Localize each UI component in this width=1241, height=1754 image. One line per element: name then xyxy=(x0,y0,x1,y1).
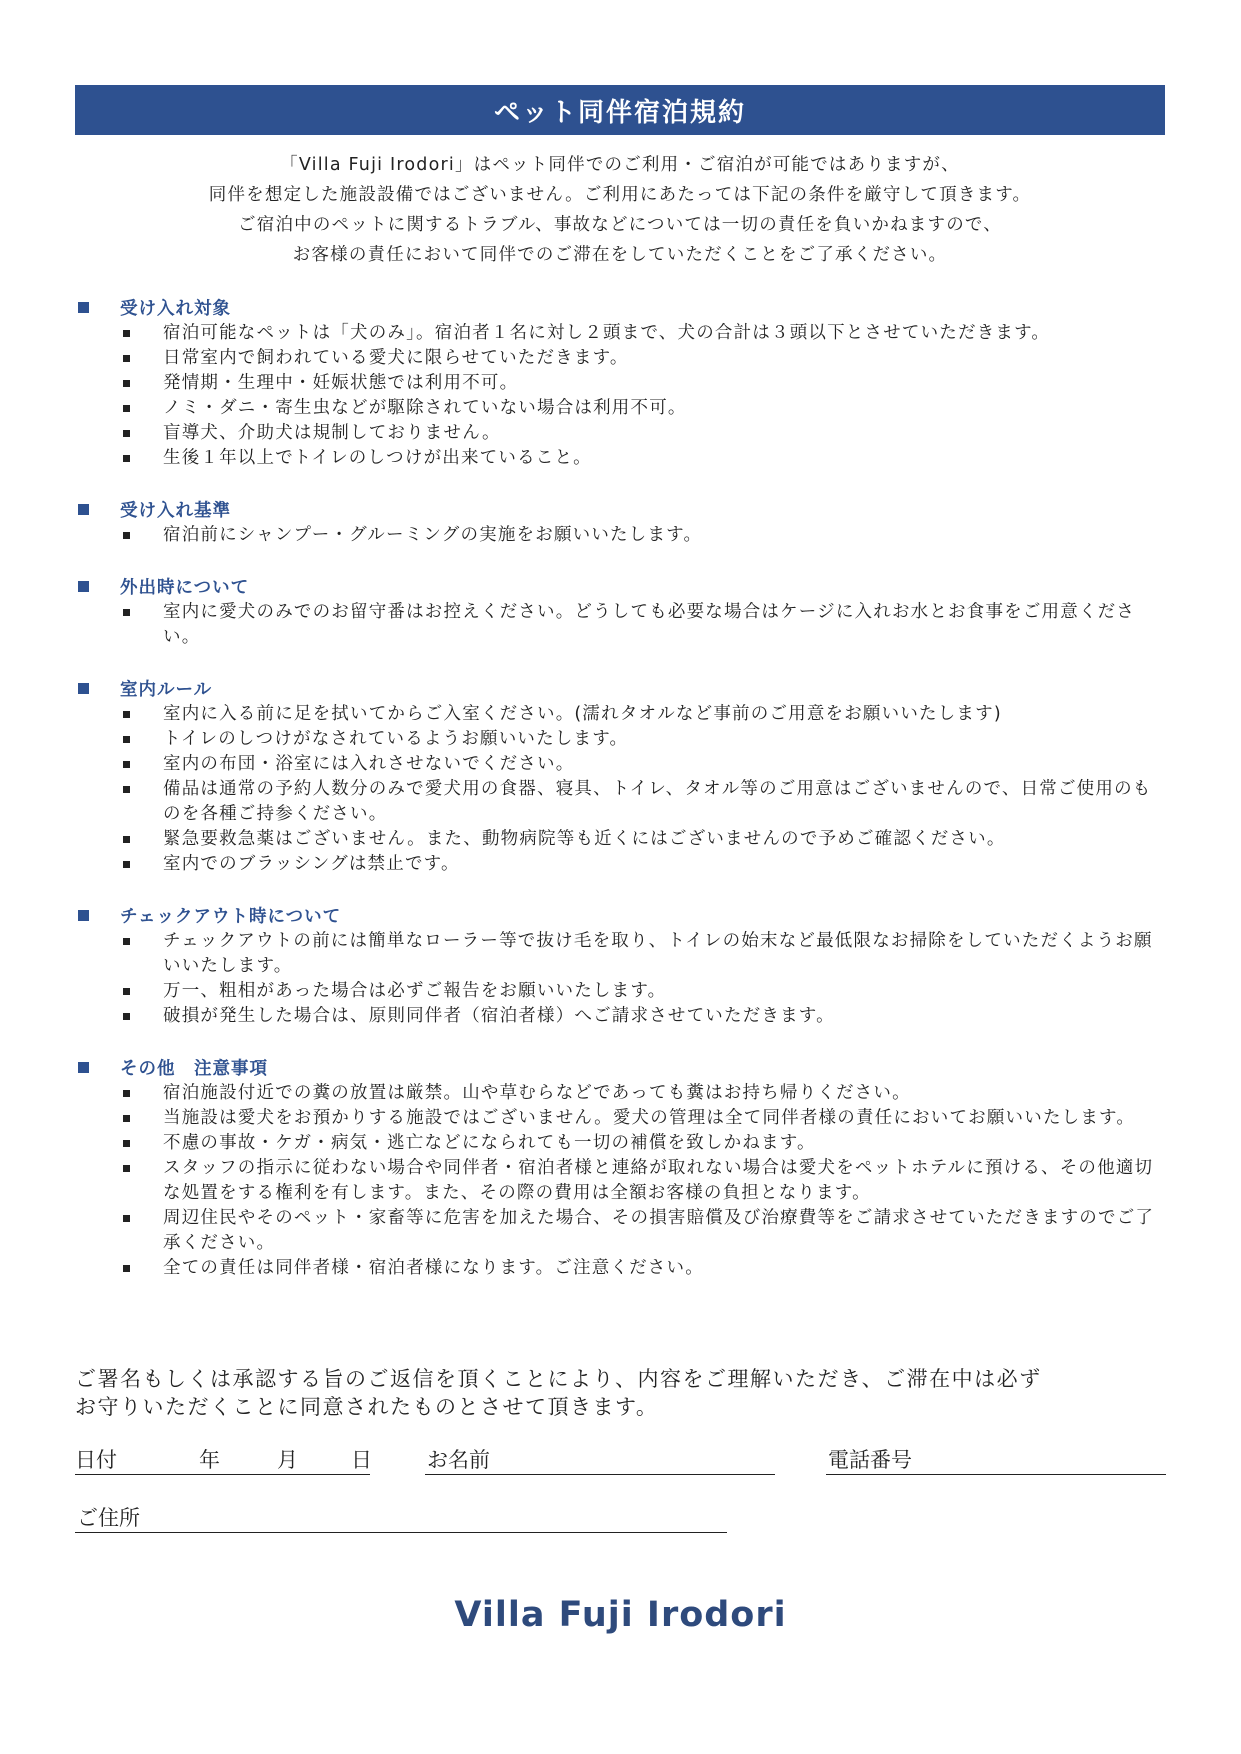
list-item xyxy=(75,1131,1170,1156)
intro-line: 「Villa Fuji Irodori」はペット同伴でのご利用・ご宿泊が可能ではありますが、 xyxy=(280,155,960,175)
bullet-icon xyxy=(123,1265,130,1272)
square-bullet-icon xyxy=(78,581,89,592)
consent-line: お守りいただくことに同意されたものとさせて頂きます。 xyxy=(75,1395,659,1419)
list-item xyxy=(75,929,1170,979)
brand-logo: Villa Fuji Irodori xyxy=(454,1595,787,1635)
rule-section xyxy=(75,572,1170,650)
list-item xyxy=(75,1081,1170,1106)
list-item-text: 室内に愛犬のみでのお留守番はお控えください。どうしても必要な場合はケージに入れお水とお食事をご用意ください。 xyxy=(163,602,1136,647)
day-label: 日 xyxy=(351,1448,372,1472)
bullet-icon xyxy=(123,1215,130,1222)
list-item xyxy=(75,1156,1170,1206)
list-item-text: 備品は通常の予約人数分のみで愛犬用の食器、寝具、トイレ、タオル等のご用意はございませんので、日常ご使用のものを各種ご持参ください。 xyxy=(163,779,1152,824)
list-item-text: 万一、粗相があった場合は必ずご報告をお願いいたします。 xyxy=(163,981,667,1001)
list-item-text: 宿泊可能なペットは「犬のみ」。宿泊者１名に対し２頭まで、犬の合計は３頭以下とさせていただきます。 xyxy=(163,323,1051,343)
list-item xyxy=(75,1106,1170,1131)
consent-text xyxy=(75,1365,1170,1421)
list-item xyxy=(75,371,1170,396)
list-item xyxy=(75,523,1170,548)
name-field[interactable] xyxy=(425,1446,775,1475)
rule-section xyxy=(75,674,1170,877)
list-item xyxy=(75,777,1170,827)
list-item xyxy=(75,1256,1170,1281)
list-item xyxy=(75,321,1170,346)
bullet-icon xyxy=(123,1013,130,1020)
section-header xyxy=(75,572,1170,600)
name-label: お名前 xyxy=(427,1448,490,1472)
date-field[interactable] xyxy=(75,1446,370,1475)
list-item xyxy=(75,852,1170,877)
list-item-text: 室内でのブラッシングは禁止です。 xyxy=(163,854,460,874)
bullet-icon xyxy=(123,380,130,387)
list-item-text: チェックアウトの前には簡単なローラー等で抜け毛を取り、トイレの始末など最低限なお掃除をしていただくようお願いいたします。 xyxy=(163,931,1153,976)
bullet-icon xyxy=(123,405,130,412)
list-item-text: 盲導犬、介助犬は規制しておりません。 xyxy=(163,423,501,443)
bullet-icon xyxy=(123,1165,130,1172)
page-title: ペット同伴宿泊規約 xyxy=(75,85,1165,135)
section-title: チェックアウト時について xyxy=(120,906,342,927)
address-field[interactable] xyxy=(75,1504,727,1533)
list-item-text: 当施設は愛犬をお預かりする施設ではございません。愛犬の管理は全て同伴者様の責任においてお願いいたします。 xyxy=(163,1108,1136,1128)
section-title: その他 注意事項 xyxy=(120,1058,268,1079)
month-label: 月 xyxy=(277,1448,298,1472)
section-items xyxy=(75,929,1170,1029)
date-label: 日付 xyxy=(75,1448,117,1472)
list-item-text: 全ての責任は同伴者様・宿泊者様になります。ご注意ください。 xyxy=(163,1258,704,1278)
list-item xyxy=(75,396,1170,421)
bullet-icon xyxy=(123,532,130,539)
bullet-icon xyxy=(123,761,130,768)
bullet-icon xyxy=(123,988,130,995)
list-item xyxy=(75,446,1170,471)
year-label: 年 xyxy=(199,1448,220,1472)
phone-label: 電話番号 xyxy=(828,1448,912,1472)
list-item-text: 破損が発生した場合は、原則同伴者（宿泊者様）へご請求させていただきます。 xyxy=(163,1006,835,1026)
section-items xyxy=(75,702,1170,877)
list-item-text: 緊急要救急薬はございません。また、動物病院等も近くにはございませんので予めご確認ください。 xyxy=(163,829,1006,849)
square-bullet-icon xyxy=(78,1062,89,1073)
rules-sections xyxy=(75,293,1170,1305)
section-title: 受け入れ基準 xyxy=(120,500,231,521)
section-items xyxy=(75,600,1170,650)
list-item-text: 周辺住民やそのペット・家畜等に危害を加えた場合、その損害賠償及び治療費等をご請求させていただきますのでご了承ください。 xyxy=(163,1208,1155,1253)
bullet-icon xyxy=(123,355,130,362)
section-header xyxy=(75,1053,1170,1081)
intro-line: 同伴を想定した施設設備ではございません。ご利用にあたっては下記の条件を厳守して頂きます。 xyxy=(208,185,1032,205)
list-item xyxy=(75,979,1170,1004)
bullet-icon xyxy=(123,430,130,437)
intro-line: ご宿泊中のペットに関するトラブル、事故などについては一切の責任を負いかねますので、 xyxy=(238,215,1002,235)
bullet-icon xyxy=(123,330,130,337)
phone-field[interactable] xyxy=(826,1446,1166,1475)
square-bullet-icon xyxy=(78,504,89,515)
bullet-icon xyxy=(123,938,130,945)
bullet-icon xyxy=(123,455,130,462)
section-header xyxy=(75,495,1170,523)
list-item xyxy=(75,1206,1170,1256)
section-header xyxy=(75,293,1170,321)
list-item-text: 室内に入る前に足を拭いてからご入室ください。(濡れタオルなど事前のご用意をお願いいたします) xyxy=(163,704,1002,724)
list-item-text: 不慮の事故・ケガ・病気・逃亡などになられても一切の補償を致しかねます。 xyxy=(163,1133,816,1153)
bullet-icon xyxy=(123,836,130,843)
section-title: 室内ルール xyxy=(120,679,213,700)
list-item-text: ノミ・ダニ・寄生虫などが駆除されていない場合は利用不可。 xyxy=(163,398,687,418)
list-item-text: 宿泊施設付近での糞の放置は厳禁。山や草むらなどであっても糞はお持ち帰りください。 xyxy=(163,1083,911,1103)
section-header xyxy=(75,901,1170,929)
bullet-icon xyxy=(123,786,130,793)
list-item-text: 宿泊前にシャンプー・グルーミングの実施をお願いいたします。 xyxy=(163,525,703,545)
rule-section xyxy=(75,293,1170,471)
list-item-text: 発情期・生理中・妊娠状態では利用不可。 xyxy=(163,373,519,393)
bullet-icon xyxy=(123,1115,130,1122)
list-item xyxy=(75,1004,1170,1029)
consent-line: ご署名もしくは承認する旨のご返信を頂くことにより、内容をご理解いただき、ご滞在中は必ず xyxy=(75,1367,1042,1391)
list-item-text: 室内の布団・浴室には入れさせないでください。 xyxy=(163,754,575,774)
list-item-text: スタッフの指示に従わない場合や同伴者・宿泊者様と連絡が取れない場合は愛犬をペットホテルに預ける、その他適切な処置をする権利を有します。また、その際の費用は全額お客様の負担となります。 xyxy=(163,1158,1154,1203)
address-label: ご住所 xyxy=(77,1506,140,1530)
rule-section xyxy=(75,1053,1170,1281)
list-item xyxy=(75,346,1170,371)
rule-section xyxy=(75,901,1170,1029)
list-item-text: トイレのしつけがなされているようお願いいたします。 xyxy=(163,729,629,749)
intro-text xyxy=(75,150,1165,270)
list-item-text: 日常室内で飼われている愛犬に限らせていただきます。 xyxy=(163,348,629,368)
rule-section xyxy=(75,495,1170,548)
section-items xyxy=(75,1081,1170,1281)
list-item-text: 生後１年以上でトイレのしつけが出来ていること。 xyxy=(163,448,592,468)
bullet-icon xyxy=(123,711,130,718)
list-item xyxy=(75,752,1170,777)
list-item xyxy=(75,421,1170,446)
list-item xyxy=(75,600,1170,650)
intro-line: お客様の責任において同伴でのご滞在をしていただくことをご了承ください。 xyxy=(292,245,948,265)
section-title: 外出時について xyxy=(120,577,250,598)
list-item xyxy=(75,702,1170,727)
square-bullet-icon xyxy=(78,302,89,313)
section-items xyxy=(75,523,1170,548)
section-title: 受け入れ対象 xyxy=(120,298,231,319)
section-header xyxy=(75,674,1170,702)
section-items xyxy=(75,321,1170,471)
bullet-icon xyxy=(123,1090,130,1097)
bullet-icon xyxy=(123,609,130,616)
list-item xyxy=(75,827,1170,852)
bullet-icon xyxy=(123,736,130,743)
bullet-icon xyxy=(123,1140,130,1147)
bullet-icon xyxy=(123,861,130,868)
square-bullet-icon xyxy=(78,683,89,694)
square-bullet-icon xyxy=(78,910,89,921)
list-item xyxy=(75,727,1170,752)
